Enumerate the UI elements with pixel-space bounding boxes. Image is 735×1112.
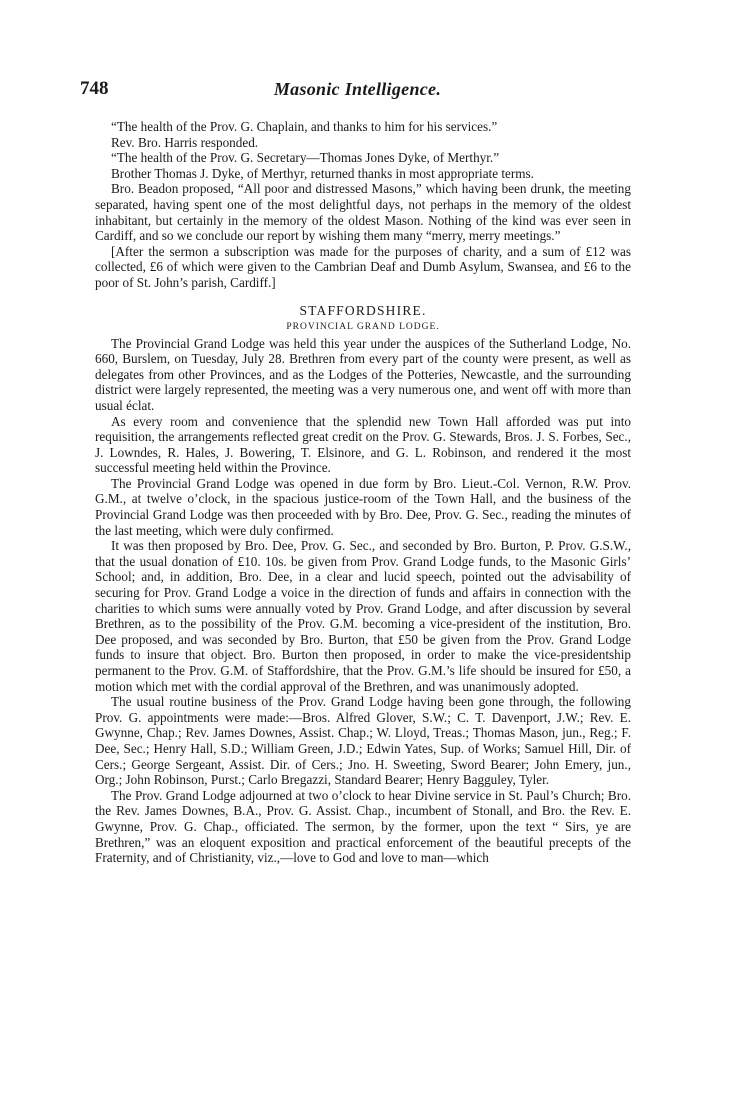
article-body (95, 119, 631, 866)
paragraph: The Provincial Grand Lodge was held this year under the auspices of the Sutherland Lodge, No. 660, Burslem, on Tuesday, July 28. Brethren from every part of the county were present, as well as delegates from other Provinces, and as the Lodges of the Potteries, Newcastle, and the surrounding district were largely represented, the meeting was a very numerous one, and went off with more than usual éclat. (95, 335, 631, 413)
paragraph: Rev. Bro. Harris responded. (111, 134, 259, 150)
page-header (80, 78, 635, 102)
paragraph: Brother Thomas J. Dyke, of Merthyr, returned thanks in most appropriate terms. (111, 165, 534, 181)
paragraph: “The health of the Prov. G. Chaplain, and thanks to him for his services.” (111, 119, 498, 134)
section-title: STAFFORDSHIRE. (299, 302, 427, 318)
paragraph: The Provincial Grand Lodge was opened in due form by Bro. Lieut.-Col. Vernon, R.W. Prov. G.M., at twelve o’clock, in the spacious justice-room of the Town Hall, and the business of the Provincial Grand Lodge was then proceeded with by Bro. Dee, Prov. G. Sec., reading the minutes of the last meeting, which were duly confirmed. (95, 475, 631, 538)
running-head: Masonic Intelligence. (273, 79, 442, 99)
paragraph: The usual routine business of the Prov. Grand Lodge having been gone through, the following Prov. G. appointments were made:—Bros. Alfred Glover, S.W.; C. T. Davenport, J.W.; Rev. E. Gwynne, Chap.; Rev. James Downes, Assist. Chap.; W. Lloyd, Treas.; Thomas Mason, jun., Reg.; F. Dee, Sec.; Henry Hall, S.D.; William Green, J.D.; Edwin Yates, Sup. of Works; Samuel Hill, Dir. of Cers.; George Sergeant, Assist. Dir. of Cers.; Jno. H. Sweeting, Sword Bearer; John Emery, jun., Org.; John Robinson, Purst.; Carlo Bregazzi, Standard Bearer; Henry Bagguley, Tyler. (95, 694, 631, 788)
paragraph: As every room and convenience that the splendid new Town Hall afforded was put into requisition, the arrangements reflected great credit on the Prov. G. Stewards, Bros. J. S. Forbes, Sec., J. Lowndes, R. Hales, J. Bowering, T. Elsinore, and G. L. Robinson, and rendered it the most successful meeting held within the Province. (95, 413, 631, 476)
paragraph: The Prov. Grand Lodge adjourned at two o’clock to hear Divine service in St. Paul’s Church; Bro. the Rev. James Downes, B.A., Prov. G. Assist. Chap., incumbent of Stonall, and Bro. the Rev. E. Gwynne, Prov. G. Chap., officiated. The sermon, by the former, upon the text “ Sirs, ye are Brethren,” was an eloquent exposition and practical enforcement of the beautiful precepts of the Fraternity, and of Christianity, viz.,—love to God and love to man—which (95, 787, 631, 866)
paragraph: It was then proposed by Bro. Dee, Prov. G. Sec., and seconded by Bro. Burton, P. Prov. G.S.W., that the usual donation of £10. 10s. be given from Prov. Grand Lodge funds, to the Masonic Girls’ School; and, in addition, Bro. Dee, in a clear and lucid speech, pointed out the advisability of securing for Prov. Grand Lodge a voice in the direction of funds and affairs in connection with the charities to which sums were annually voted by Prov. Grand Lodge, and after discussion by several Brethren, as to the possibility of the Prov. G.M. becoming a vice-president of the institution, Bro. Dee proposed, and was seconded by Bro. Burton, that £50 be given from the Prov. Grand Lodge funds to insure that object. Bro. Burton then proposed, in order to make the vice-presidentship permanent to the Prov. G.M. of Staffordshire, that the Prov. G.M.’s life should be insured for £50, a motion which met with the cordial approval of the Brethren, and was unanimously adopted. (95, 538, 631, 694)
paragraph: [After the sermon a subscription was made for the purposes of charity, and a sum of £12 was collected, £6 of which were given to the Cambrian Deaf and Dumb Asylum, Swansea, and £6 to the poor of St. John’s parish, Cardiff.] (95, 243, 631, 290)
paragraph: Bro. Beadon proposed, “All poor and distressed Masons,” which having been drunk, the meeting separated, having spent one of the most delightful days, not perhaps in the memory of the oldest inhabitant, but certainly in the memory of the oldest Mason. Nothing of the kind was ever seen in Cardiff, and so we conclude our report by wishing them many “merry, merry meetings.” (95, 181, 631, 244)
page-number: 748 (80, 78, 109, 99)
section-subtitle: PROVINCIAL GRAND LODGE. (286, 321, 440, 332)
paragraph: “The health of the Prov. G. Secretary—Thomas Jones Dyke, of Merthyr.” (111, 150, 500, 166)
